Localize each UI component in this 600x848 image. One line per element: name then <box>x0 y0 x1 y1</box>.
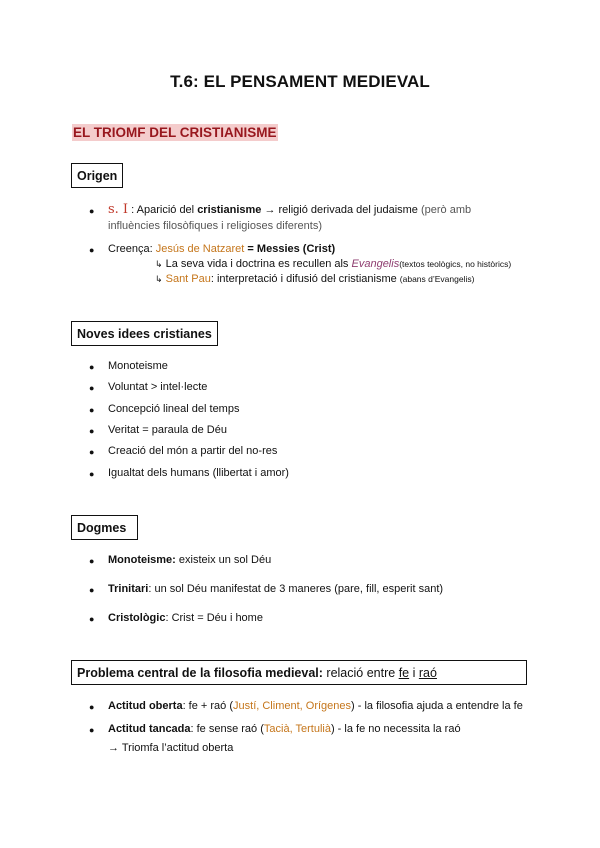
bullet-icon: ● <box>89 702 95 712</box>
bullet-icon: ● <box>89 614 95 624</box>
noves-heading: Noves idees cristianes <box>77 327 212 341</box>
origen-sub-2-b: : interpretació i difusió del cristianisme <box>210 273 397 285</box>
origen-item-2 <box>108 242 335 256</box>
dogma-monoteisme <box>108 553 271 567</box>
noves-item: Igualtat dels humans (llibertat i amor) <box>108 467 289 479</box>
origen-heading-box <box>71 163 123 188</box>
noves-item: Voluntat > intel·lecte <box>108 381 208 393</box>
bullet-icon: ● <box>89 383 95 393</box>
dogma-3-b: : Crist = Déu i home <box>165 612 263 624</box>
noves-item: Concepció lineal del temps <box>108 403 240 415</box>
origen-sub-1-c: (textos teològics, no històrics) <box>399 259 512 269</box>
page-title: T.6: EL PENSAMENT MEDIEVAL <box>170 72 430 91</box>
dogma-1-b: existeix un sol Déu <box>178 554 272 566</box>
bullet-icon: ● <box>89 447 95 457</box>
origen-sub-2 <box>155 273 474 285</box>
actitud-tancada-names: Tacià, Tertulià <box>263 723 331 735</box>
origen-item-2-d: Messies (Crist) <box>256 243 336 255</box>
bullet-icon: ● <box>89 469 95 479</box>
dogmes-heading-box <box>71 515 138 540</box>
dogma-trinitari <box>108 582 443 596</box>
bullet-icon: ● <box>89 405 95 415</box>
origen-sub-2-c: (abans d’Evangelis) <box>399 274 475 284</box>
problema-rao: raó <box>418 666 437 680</box>
noves-heading-box <box>71 321 218 346</box>
origen-item-1-text-c: → religió derivada del judaisme <box>264 204 418 216</box>
actitud-tancada-label: Actitud tancada <box>108 723 191 735</box>
origen-item-2-c: = <box>247 243 254 255</box>
bullet-icon: ● <box>89 585 95 595</box>
problema-fe: fe <box>398 666 410 680</box>
bullet-icon: ● <box>89 362 95 372</box>
dogma-2-b: : un sol Déu manifestat de 3 maneres (pare, fill, esperit sant) <box>148 583 444 595</box>
problema-heading: Problema central de la filosofia medieval: <box>77 666 323 680</box>
conclusion: → Triomfa l’actitud oberta <box>108 742 234 754</box>
origen-heading: Origen <box>77 169 118 183</box>
actitud-tancada <box>108 722 461 736</box>
origen-sub-1-a: La seva vida i doctrina es recullen als <box>165 258 349 270</box>
origen-item-2-b: Jesús de Natzaret <box>155 243 245 255</box>
sub-arrow-icon: ↳ <box>155 274 163 284</box>
problema-heading-a: relació entre <box>326 666 396 680</box>
dogma-3-a: Cristològic <box>108 612 166 624</box>
actitud-oberta-names: Justí, Climent, Orígenes <box>233 700 352 712</box>
noves-item: Monoteisme <box>108 360 168 372</box>
sub-arrow-icon: ↳ <box>155 259 163 269</box>
origen-item-2-a: Creença: <box>108 243 153 255</box>
origen-item-1-text-a: : Aparició del <box>131 204 195 216</box>
noves-item: Creació del món a partir del no-res <box>108 445 278 457</box>
actitud-oberta-b: : fe + raó ( <box>182 700 234 712</box>
dogmes-heading: Dogmes <box>77 521 127 535</box>
bullet-icon: ● <box>89 426 95 436</box>
bullet-icon: ● <box>89 206 95 216</box>
origen-marker: s. I <box>108 202 129 217</box>
origen-item-1-text-b: cristianisme <box>197 204 262 216</box>
origen-item-1-line2: influències filosòfiques i religioses diferents) <box>108 220 322 232</box>
actitud-tancada-d: ) - la fe no necessita la raó <box>330 723 461 735</box>
origen-sub-1 <box>155 258 511 270</box>
dogma-2-a: Trinitari <box>108 583 149 595</box>
noves-item: Veritat = paraula de Déu <box>108 424 227 436</box>
origen-item-1 <box>108 203 471 217</box>
problema-heading-box <box>71 660 527 685</box>
bullet-icon: ● <box>89 556 95 566</box>
origen-sub-2-a: Sant Pau <box>165 273 211 285</box>
problema-i: i <box>412 666 416 680</box>
actitud-oberta-d: ) - la filosofia ajuda a entendre la fe <box>351 700 523 712</box>
bullet-icon: ● <box>89 725 95 735</box>
origen-item-1-text-d: (però amb <box>420 204 472 216</box>
actitud-tancada-b: : fe sense raó ( <box>190 723 264 735</box>
dogma-1-a: Monoteisme: <box>108 554 176 566</box>
actitud-oberta-label: Actitud oberta <box>108 700 183 712</box>
bullet-icon: ● <box>89 245 95 255</box>
origen-sub-1-b: Evangelis <box>351 258 400 270</box>
section-title: EL TRIOMF DEL CRISTIANISME <box>73 125 277 140</box>
actitud-oberta <box>108 699 523 713</box>
dogma-cristologic <box>108 611 263 625</box>
